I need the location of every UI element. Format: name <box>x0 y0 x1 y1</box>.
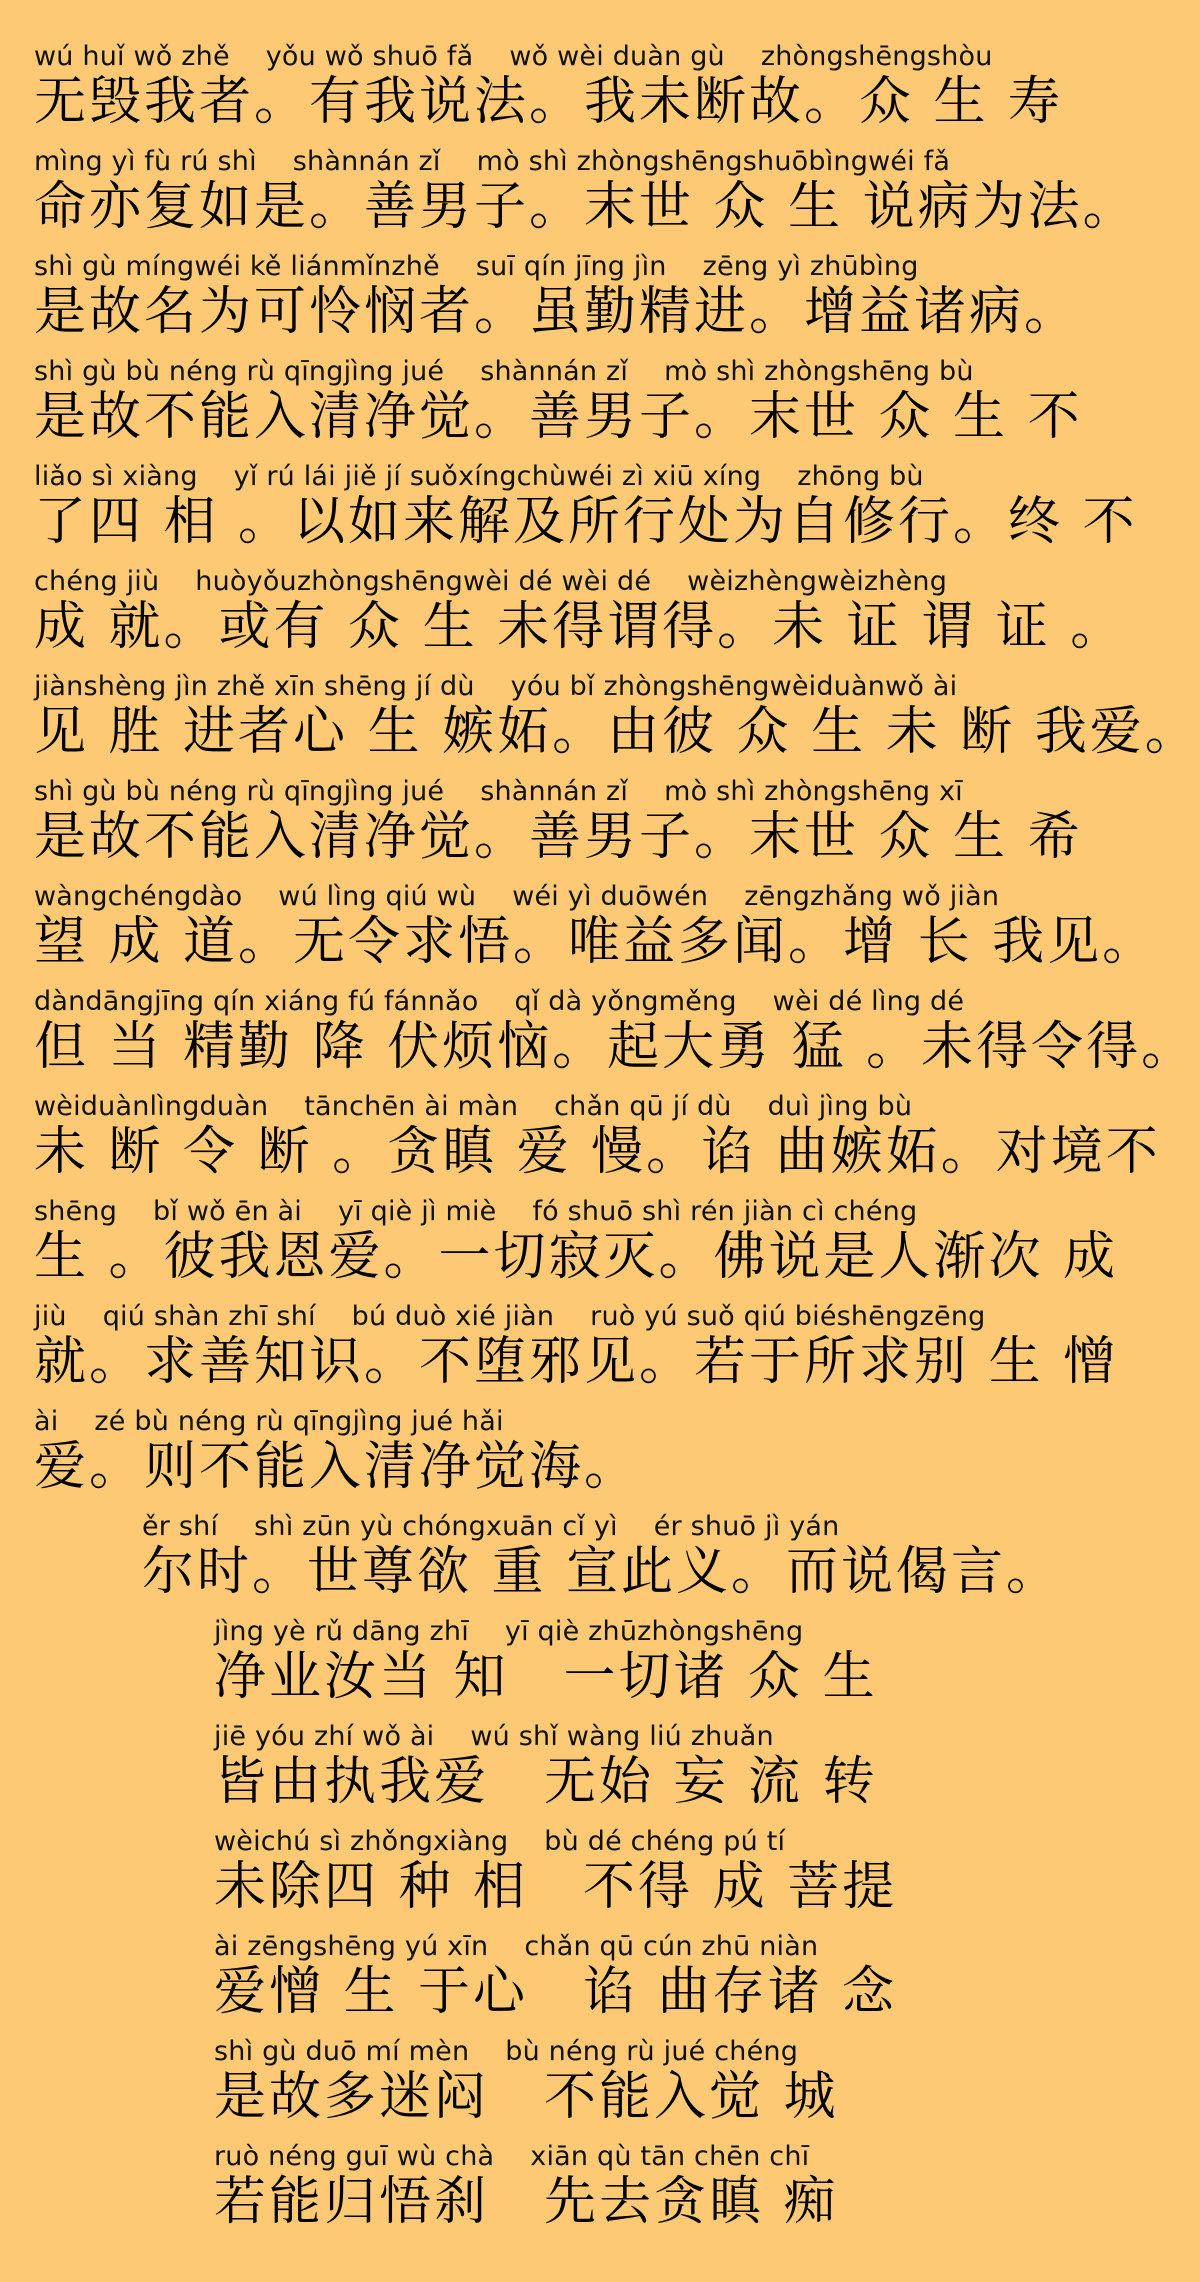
hanzi-line: 但 当 精勤 降 伏烦恼。起大勇 猛 。未得令得。 <box>34 1017 1197 1077</box>
hanzi-line: 是故多迷闷 不能入觉 城 <box>214 2067 839 2127</box>
pinyin-line: shì gù míngwéi kě liánmǐnzhě suī qín jīng jìn zēng yì zhūbìng <box>34 251 919 282</box>
pinyin-line: ài zēngshēng yú xīn chǎn qū cún zhū niàn <box>214 1931 819 1962</box>
pinyin-line: jìng yè rǔ dāng zhī yī qiè zhūzhòngshēng <box>214 1616 804 1647</box>
prose-line-12 <box>0 1191 1119 1296</box>
prose-line-7 <box>0 666 1200 771</box>
pinyin-line: dàndāngjīng qín xiáng fú fánnǎo qǐ dà yǒngměng wèi dé lìng dé <box>34 986 965 1017</box>
prose-line-3 <box>0 246 1080 351</box>
verse-line-6 <box>0 2136 1080 2241</box>
verse-intro-line <box>0 1506 1080 1611</box>
hanzi-line: 是故不能入清净觉。善男子。末世 众 生 不 <box>34 387 1083 447</box>
hanzi-line: 皆由执我爱 无始 妄 流 转 <box>214 1752 878 1812</box>
hanzi-line: 无毁我者。有我说法。我未断故。众 生 寿 <box>34 72 1064 132</box>
prose-line-11 <box>0 1086 1161 1191</box>
prose-line-14 <box>0 1401 1080 1506</box>
pinyin-line: wèiduànlìngduàn tānchēn ài màn chǎn qū jí dù duì jìng bù <box>34 1091 913 1122</box>
prose-line-9 <box>0 876 1158 981</box>
verse-line-5 <box>0 2031 1080 2136</box>
prose-line-8 <box>0 771 1083 876</box>
hanzi-line: 望 成 道。无令求悟。唯益多闻。增 长 我见。 <box>34 912 1158 972</box>
prose-line-10 <box>0 981 1197 1086</box>
pinyin-line: wèichú sì zhǒngxiàng bù dé chéng pú tí <box>214 1826 786 1857</box>
prose-line-6 <box>0 561 1126 666</box>
hanzi-line: 生 。彼我恩爱。一切寂灭。佛说是人渐次 成 <box>34 1227 1119 1287</box>
pinyin-line: wàngchéngdào wú lìng qiú wù wéi yì duōwén zēngzhǎng wǒ jiàn <box>34 881 1000 912</box>
pinyin-line: wú huǐ wǒ zhě yǒu wǒ shuō fǎ wǒ wèi duàn gù zhòngshēngshòu <box>34 41 993 72</box>
prose-line-5 <box>0 456 1138 561</box>
pinyin-line: ài zé bù néng rù qīngjìng jué hǎi <box>34 1406 504 1437</box>
pinyin-line: jiē yóu zhí wǒ ài wú shǐ wàng liú zhuǎn <box>214 1721 774 1752</box>
hanzi-line: 了四 相 。以如来解及所行处为自修行。终 不 <box>34 492 1138 552</box>
prose-line-2 <box>0 141 1138 246</box>
hanzi-line: 是故不能入清净觉。善男子。末世 众 生 希 <box>34 807 1083 867</box>
pinyin-line: shì gù duō mí mèn bù néng rù jué chéng <box>214 2036 799 2067</box>
hanzi-line: 成 就。或有 众 生 未得谓得。未 证 谓 证 。 <box>34 597 1126 657</box>
pinyin-line: ruò néng guī wù chà xiān qù tān chēn chī <box>214 2141 810 2172</box>
verse-line-1 <box>0 1611 1080 1716</box>
pinyin-line: jiù qiú shàn zhī shí bú duò xié jiàn ruò yú suǒ qiú biéshēngzēng <box>34 1301 986 1332</box>
pinyin-line: shēng bǐ wǒ ēn ài yī qiè jì miè fó shuō shì rén jiàn cì chéng <box>34 1196 918 1227</box>
pinyin-line: jiànshèng jìn zhě xīn shēng jí dù yóu bǐ zhòngshēngwèiduànwǒ ài <box>34 671 958 702</box>
hanzi-line: 未 断 令 断 。贪瞋 爱 慢。谄 曲嫉妬。对境不 <box>34 1122 1161 1182</box>
hanzi-line: 若能归悟刹 先去贪瞋 痴 <box>214 2172 839 2232</box>
prose-line-1 <box>0 36 1080 141</box>
verse-line-3 <box>0 1821 1080 1926</box>
hanzi-line: 见 胜 进者心 生 嫉妬。由彼 众 生 未 断 我爱。 <box>34 702 1200 762</box>
hanzi-line: 尔时。世尊欲 重 宣此义。而说偈言。 <box>142 1542 1062 1602</box>
hanzi-line: 爱。则不能入清净觉海。 <box>34 1437 640 1497</box>
hanzi-line: 未除四 种 相 不得 成 菩提 <box>214 1857 898 1917</box>
pinyin-line: liǎo sì xiàng yǐ rú lái jiě jí suǒxíngchùwéi zì xiū xíng zhōng bù <box>34 461 924 492</box>
pinyin-line: mìng yì fù rú shì shànnán zǐ mò shì zhòngshēngshuōbìngwéi fǎ <box>34 146 951 177</box>
pinyin-line: shì gù bù néng rù qīngjìng jué shànnán zǐ mò shì zhòngshēng bù <box>34 356 974 387</box>
prose-line-4 <box>0 351 1083 456</box>
hanzi-line: 净业汝当 知 一切诸 众 生 <box>214 1647 878 1707</box>
pinyin-line: shì gù bù néng rù qīngjìng jué shànnán zǐ mò shì zhòngshēng xī <box>34 776 963 807</box>
hanzi-line: 爱憎 生 于心 谄 曲存诸 念 <box>214 1962 898 2022</box>
prose-line-13 <box>0 1296 1119 1401</box>
hanzi-line: 就。求善知识。不堕邪见。若于所求别 生 憎 <box>34 1332 1119 1392</box>
hanzi-line: 是故名为可怜悯者。虽勤精进。增益诸病。 <box>34 282 1080 342</box>
verse-line-2 <box>0 1716 1080 1821</box>
verse-line-4 <box>0 1926 1080 2031</box>
pinyin-line: chéng jiù huòyǒuzhòngshēngwèi dé wèi dé wèizhèngwèizhèng <box>34 566 948 597</box>
hanzi-line: 命亦复如是。善男子。末世 众 生 说病为法。 <box>34 177 1138 237</box>
pinyin-line: ěr shí shì zūn yù chóngxuān cǐ yì ér shuō jì yán <box>142 1511 840 1542</box>
